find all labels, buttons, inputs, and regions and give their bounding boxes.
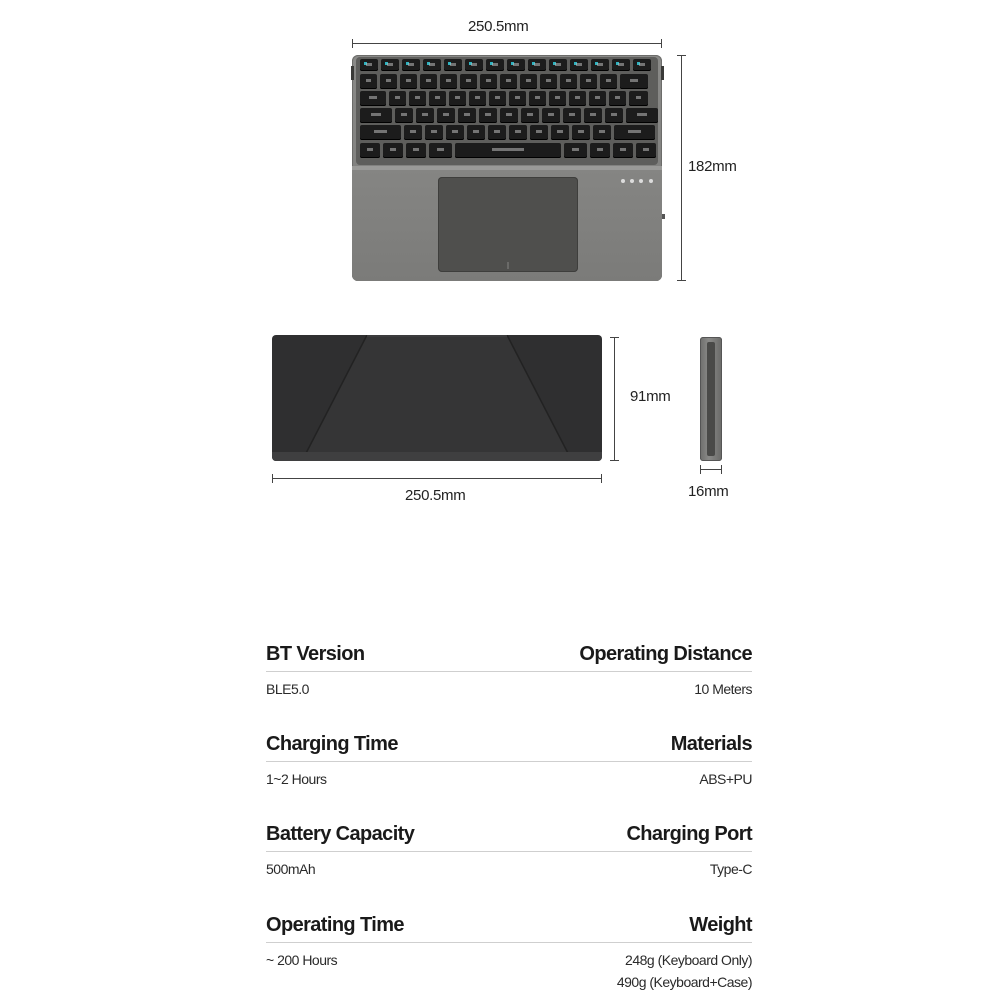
keyboard-key [469,91,486,106]
case-height-tick-bottom [610,460,619,461]
spec-value-materials: ABS+PU [699,771,752,787]
keyboard-key [489,91,506,106]
keyboard-key [380,74,397,89]
keyboard-key [400,74,417,89]
keyboard-key [629,91,648,106]
status-led-1 [621,179,625,183]
top-width-tick-right [661,39,662,48]
keyboard-key [591,59,609,71]
keyboard-key [580,74,597,89]
case-height-label: 91mm [630,388,671,405]
folded-case-bottom-edge [272,452,602,461]
keyboard-key [613,143,633,158]
side-port [662,214,665,219]
top-width-line [352,43,662,44]
spec-row-time-weight [266,912,752,993]
spec-label-charging-port: Charging Port [626,823,752,845]
keyboard-key [542,108,560,123]
keyboard-key [626,108,658,123]
keyboard-key [509,91,526,106]
spec-label-battery-capacity: Battery Capacity [266,823,415,845]
keyboard-key [520,74,537,89]
top-depth-tick-top [677,55,686,56]
keyboard-key [549,59,567,71]
keyboard-key [444,59,462,71]
keyboard-key [605,108,623,123]
top-depth-tick-bottom [677,280,686,281]
case-height-tick-top [610,337,619,338]
keyboard-key [446,125,464,140]
spec-value-charging-time: 1~2 Hours [266,771,327,787]
keyboard-key [360,59,378,71]
keyboard-key [409,91,426,106]
keyboard-key [423,59,441,71]
keyboard-key [636,143,656,158]
spec-row-values [266,852,752,902]
keyboard-key [480,74,497,89]
case-height-line [614,337,615,461]
keyboard-key [455,143,561,158]
keyboard-key [360,74,377,89]
case-width-label: 250.5mm [405,487,466,504]
keyboard-key [479,108,497,123]
spec-label-weight: Weight [689,914,752,936]
keyboard-key [465,59,483,71]
side-thickness-tick-right [721,465,722,474]
keyboard-key [521,108,539,123]
keyboard-key [383,143,403,158]
spec-label-materials: Materials [670,733,752,755]
status-led-3 [639,179,643,183]
keyboard-key [614,125,655,140]
keyboard-key [500,74,517,89]
keyboard-key [389,91,406,106]
keyboard-key [406,143,426,158]
keyboard-key [360,125,401,140]
top-depth-label: 182mm [688,158,737,175]
spec-row-header [266,641,752,672]
keyboard-key [467,125,485,140]
side-thickness-line [700,469,722,470]
folded-case-front [272,335,602,461]
keyboard-key [420,74,437,89]
spec-value-weight-with-case: 490g (Keyboard+Case) [616,974,752,990]
status-led-4 [649,179,653,183]
spec-row-header [266,821,752,852]
keyboard-key [360,91,386,106]
spec-value-operating-time: ~ 200 Hours [266,952,338,968]
keyboard-key-deck [356,57,658,165]
spec-row-header [266,912,752,943]
spec-label-operating-distance: Operating Distance [579,643,752,665]
keyboard-key [429,91,446,106]
keyboard-key [440,74,457,89]
keyboard-key [633,59,651,71]
keyboard-key [551,125,569,140]
spec-row-charging-materials [266,731,752,812]
spec-row-values [266,672,752,722]
spec-value-battery-capacity: 500mAh [266,861,316,877]
top-depth-line [681,55,682,281]
keyboard-key [569,91,586,106]
keyboard-key [570,59,588,71]
case-width-line [272,478,602,479]
keyboard-key [540,74,557,89]
spec-row-battery-port [266,821,752,902]
trackpad-indicator [507,262,509,269]
keyboard-key [360,143,380,158]
hinge-tab-right [661,66,664,80]
keyboard-key [528,59,546,71]
keyboard-key [381,59,399,71]
case-fold-lines [272,335,602,461]
keyboard-key [486,59,504,71]
spec-label-charging-time: Charging Time [266,733,398,755]
keyboard-key [609,91,626,106]
keyboard-key [572,125,590,140]
top-width-tick-left [352,39,353,48]
spec-row-header [266,731,752,762]
keyboard-key [425,125,443,140]
keyboard-key [509,125,527,140]
keyboard-key [530,125,548,140]
side-thickness-tick-left [700,465,701,474]
spec-value-weight [617,949,752,993]
keyboard-key [395,108,413,123]
spec-row-bt-distance [266,641,752,722]
top-width-label: 250.5mm [468,18,529,35]
spec-row-values [266,762,752,812]
keyboard-key [429,143,452,158]
keyboard-key [564,143,587,158]
keyboard-key [437,108,455,123]
keyboard-key [404,125,422,140]
keyboard-key [449,91,466,106]
keyboard-key [529,91,546,106]
keyboard-key [593,125,611,140]
spec-value-operating-distance: 10 Meters [694,681,752,697]
spec-value-charging-port: Type-C [709,861,752,877]
keyboard-key [589,91,606,106]
case-width-tick-left [272,474,273,483]
keyboard-key [458,108,476,123]
case-fold-center-panel [302,335,572,461]
keyboard-key [563,108,581,123]
keyboard-key [612,59,630,71]
keyboard-key [590,143,610,158]
status-led-2 [630,179,634,183]
trackpad [438,177,578,272]
keyboard-key [507,59,525,71]
keyboard-key [560,74,577,89]
keyboard-key [360,108,392,123]
spec-row-values [266,943,752,993]
keyboard-key [402,59,420,71]
keyboard-key [584,108,602,123]
spec-value-weight-keyboard: 248g (Keyboard Only) [625,952,752,968]
side-thickness-label: 16mm [688,483,729,500]
side-view-inner [707,342,715,456]
hinge-tab-left [351,66,354,80]
keyboard-key [416,108,434,123]
keyboard-key [549,91,566,106]
case-width-tick-right [601,474,602,483]
spec-label-bt-version: BT Version [266,643,365,665]
keyboard-key [600,74,617,89]
keyboard-key [460,74,477,89]
spec-label-operating-time: Operating Time [266,914,404,936]
spec-value-bt-version: BLE5.0 [266,681,309,697]
keyboard-key [620,74,648,89]
keyboard-key [500,108,518,123]
keyboard-key [488,125,506,140]
